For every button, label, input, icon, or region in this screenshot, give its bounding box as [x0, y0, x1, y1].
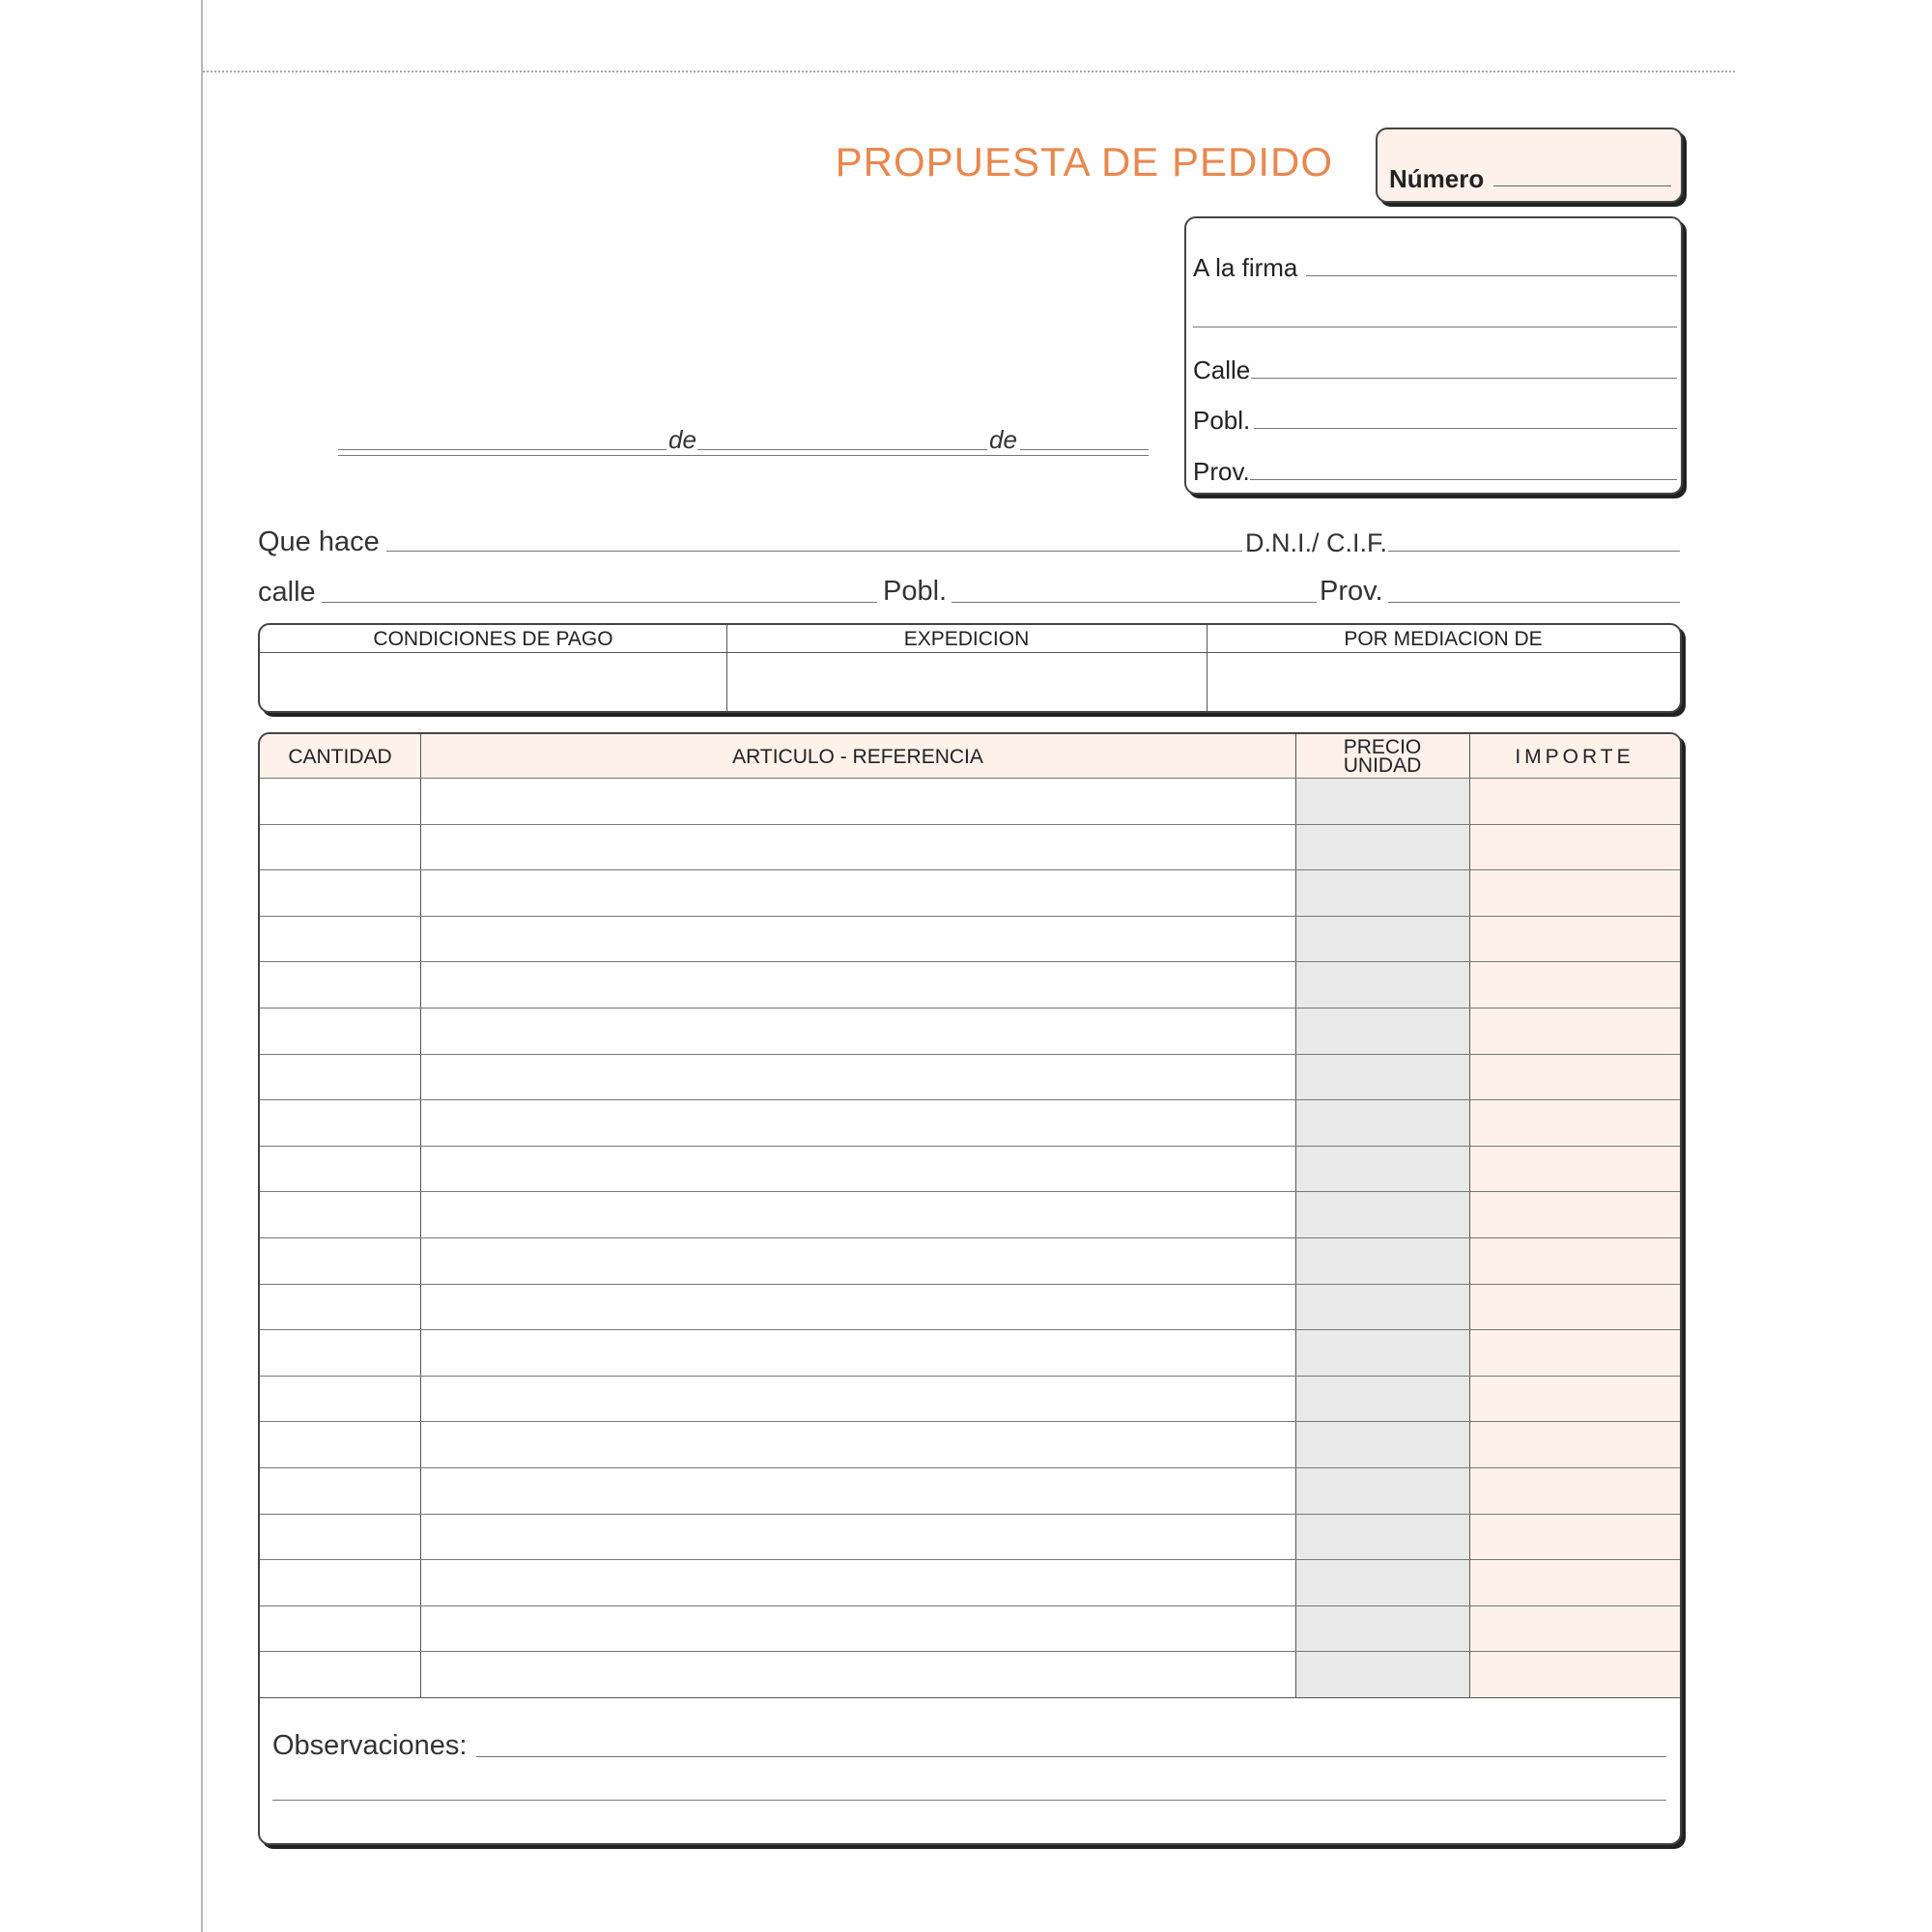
- table-row[interactable]: [260, 1237, 1680, 1284]
- observaciones-field-2[interactable]: [272, 1800, 1666, 1801]
- table-row[interactable]: [260, 1191, 1680, 1237]
- table-row[interactable]: [260, 824, 1680, 870]
- pobl-label: Pobl.: [883, 576, 948, 607]
- cond-divider-2: [1207, 625, 1208, 711]
- dni-cif-label: D.N.I./ C.I.F.: [1245, 528, 1388, 557]
- expedicion-header: EXPEDICION: [726, 625, 1207, 653]
- table-row[interactable]: [260, 1054, 1680, 1100]
- table-row[interactable]: [260, 1467, 1680, 1514]
- table-row[interactable]: [260, 1514, 1680, 1560]
- por-mediacion-field[interactable]: [1208, 654, 1680, 711]
- firma-prov-label: Prov.: [1193, 457, 1250, 486]
- que-hace-label: Que hace: [258, 526, 380, 557]
- date-de-1: de: [668, 425, 696, 454]
- cond-divider-1: [726, 625, 727, 711]
- expedicion-field[interactable]: [728, 654, 1207, 711]
- table-row[interactable]: [260, 1008, 1680, 1054]
- prov-label: Prov.: [1320, 576, 1383, 607]
- articulo-header: ARTICULO - REFERENCIA: [732, 746, 983, 768]
- firma-calle-label: Calle: [1193, 355, 1251, 384]
- table-row[interactable]: [260, 1651, 1680, 1697]
- importe-header: IMPORTE: [1515, 746, 1634, 768]
- calle-field[interactable]: [322, 602, 877, 603]
- conditions-box: [258, 623, 1682, 713]
- firma-label: A la firma: [1193, 253, 1298, 282]
- table-row[interactable]: [260, 1605, 1680, 1652]
- table-row[interactable]: [260, 1559, 1680, 1605]
- observaciones-label: Observaciones:: [272, 1730, 468, 1761]
- date-month-field[interactable]: [697, 449, 987, 450]
- firma-box: [1184, 216, 1683, 495]
- date-year-field[interactable]: [1020, 449, 1149, 450]
- left-margin-line: [201, 0, 203, 1932]
- numero-label: Número: [1389, 164, 1485, 193]
- firma-pobl-field[interactable]: [1254, 428, 1677, 429]
- precio-header-line1: PRECIO: [1343, 736, 1422, 758]
- prov-field[interactable]: [1388, 602, 1680, 603]
- table-row-line: [260, 1697, 1680, 1698]
- condiciones-pago-header: CONDICIONES DE PAGO: [260, 625, 726, 653]
- date-de-2: de: [989, 425, 1017, 454]
- firma-calle-field[interactable]: [1251, 378, 1677, 379]
- numero-box: [1376, 128, 1683, 203]
- que-hace-field[interactable]: [386, 551, 1242, 552]
- table-row[interactable]: [260, 1421, 1680, 1467]
- observaciones-field[interactable]: [476, 1756, 1666, 1757]
- precio-unidad-header: [1295, 734, 1469, 781]
- table-row[interactable]: [260, 1329, 1680, 1376]
- page-title: PROPUESTA DE PEDIDO: [835, 139, 1333, 185]
- calle-label: calle: [258, 577, 316, 608]
- table-row[interactable]: [260, 1376, 1680, 1422]
- date-underline: [338, 455, 1149, 456]
- firma-field[interactable]: [1306, 275, 1677, 276]
- table-row[interactable]: [260, 869, 1680, 916]
- table-row[interactable]: [260, 1284, 1680, 1330]
- por-mediacion-header: POR MEDIACION DE: [1207, 625, 1680, 653]
- table-row[interactable]: [260, 916, 1680, 962]
- cantidad-header: CANTIDAD: [288, 746, 392, 768]
- table-row[interactable]: [260, 1146, 1680, 1192]
- table-row[interactable]: [260, 961, 1680, 1008]
- pobl-field[interactable]: [952, 602, 1317, 603]
- precio-header-line2: UNIDAD: [1343, 754, 1422, 777]
- dni-cif-field[interactable]: [1388, 551, 1680, 552]
- perforation-line: [203, 71, 1735, 72]
- table-row[interactable]: [260, 778, 1680, 824]
- date-day-field[interactable]: [338, 449, 667, 450]
- condiciones-pago-field[interactable]: [260, 654, 726, 711]
- numero-field[interactable]: [1493, 185, 1671, 186]
- firma-pobl-label: Pobl.: [1193, 406, 1251, 435]
- table-row[interactable]: [260, 1099, 1680, 1146]
- items-table: [258, 732, 1682, 1845]
- firma-prov-field[interactable]: [1250, 479, 1677, 480]
